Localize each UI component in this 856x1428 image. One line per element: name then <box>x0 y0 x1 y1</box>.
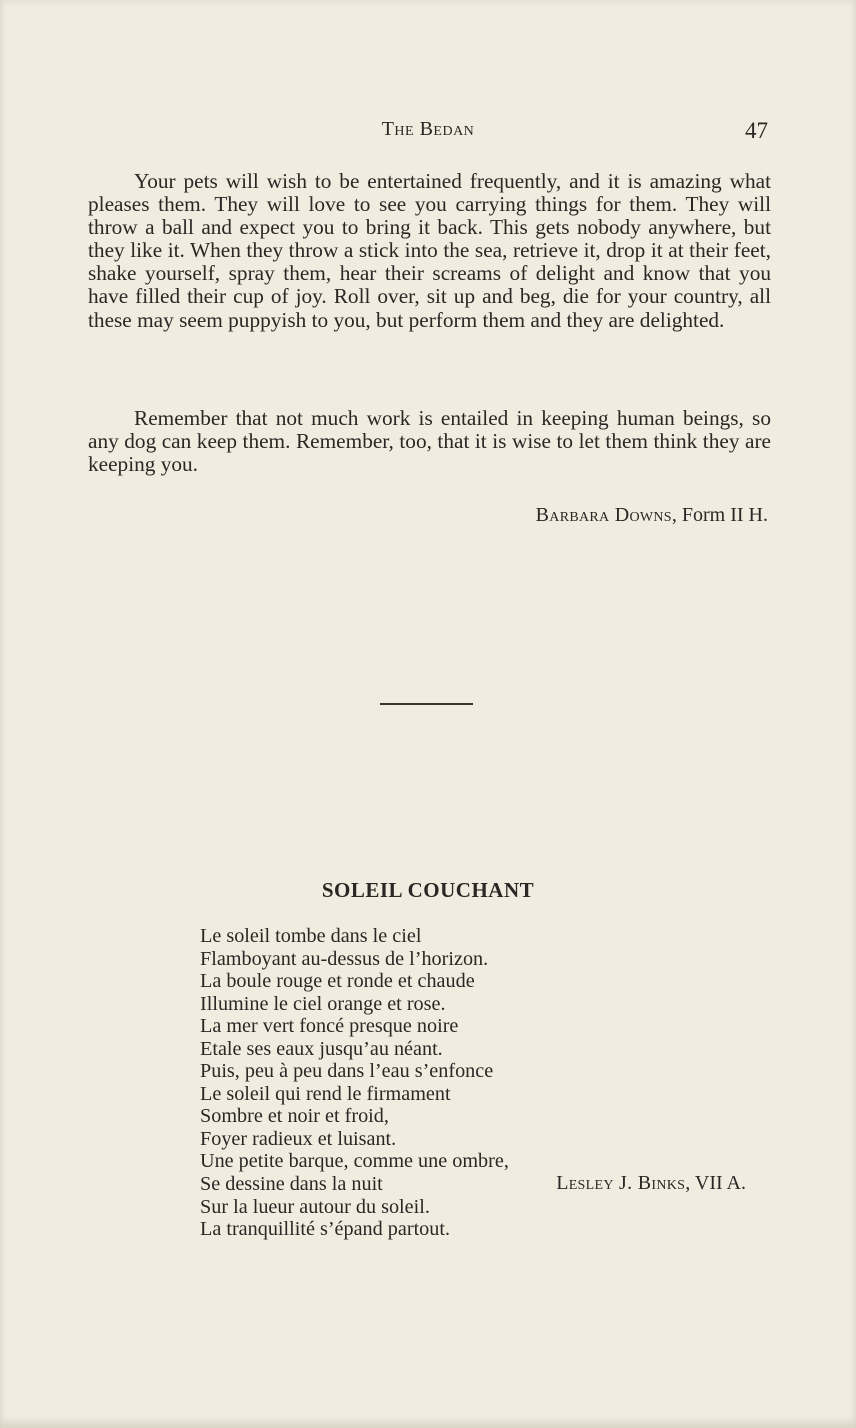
poem-line: Foyer radieux et luisant. <box>200 1127 397 1150</box>
poem-line: Sur la lueur autour du soleil. <box>200 1195 430 1218</box>
running-header <box>88 118 768 148</box>
article-byline <box>536 504 768 527</box>
section-divider <box>380 703 473 705</box>
author-form: , Form II H. <box>671 504 768 526</box>
author-name: Lesley J. Binks <box>556 1172 686 1194</box>
running-title: The Bedan <box>381 118 475 140</box>
poem-byline <box>556 1172 746 1195</box>
poem-line: Le soleil qui rend le firmament <box>200 1082 451 1105</box>
article-paragraph-2 <box>88 407 771 476</box>
poem-line: Illumine le ciel orange et rose. <box>200 992 446 1015</box>
paragraph-text: Remember that not much work is entailed in keeping human beings, so any dog can keep them. Remember, too, that it is wise to let them think they are keeping you. <box>88 406 771 477</box>
poem-line: Une petite barque, comme une ombre, <box>200 1150 509 1173</box>
poem-line: Sombre et noir et froid, <box>200 1105 389 1128</box>
poem-line: Le soleil tombe dans le ciel <box>200 925 422 947</box>
poem-line: La boule rouge et ronde et chaude <box>200 970 475 993</box>
page-number: 47 <box>745 118 768 143</box>
poem-line: Se dessine dans la nuit <box>200 1173 383 1196</box>
author-form: , VII A. <box>685 1172 746 1194</box>
author-name: Barbara Downs <box>535 504 672 526</box>
poem-line: La mer vert foncé presque noire <box>200 1015 459 1038</box>
poem-title: SOLEIL COUCHANT <box>321 878 535 902</box>
article-paragraph-1 <box>88 170 771 332</box>
poem-line: Puis, peu à peu dans l’eau s’enfonce <box>200 1060 494 1083</box>
paragraph-text: Your pets will wish to be entertained frequently, and it is amazing what pleases them. They will love to see you carrying things for them. They will throw a ball and expect you to bring it back. This gets nobody anywhere, but they like it. When they throw a stick into the sea, retrieve it, drop it at their feet, shake yourself, spray them, hear their screams of delight and know that you have filled their cup of joy. Roll over, sit up and beg, die for your country, all these may seem puppyish to you, but perform them and they are delighted. <box>88 169 771 332</box>
poem-body <box>200 925 509 1241</box>
poem-line: Etale ses eaux jusqu’au néant. <box>200 1037 443 1060</box>
poem-line: Flamboyant au-dessus de l’horizon. <box>200 947 489 970</box>
poem-line: La tranquillité s’épand partout. <box>200 1218 451 1241</box>
